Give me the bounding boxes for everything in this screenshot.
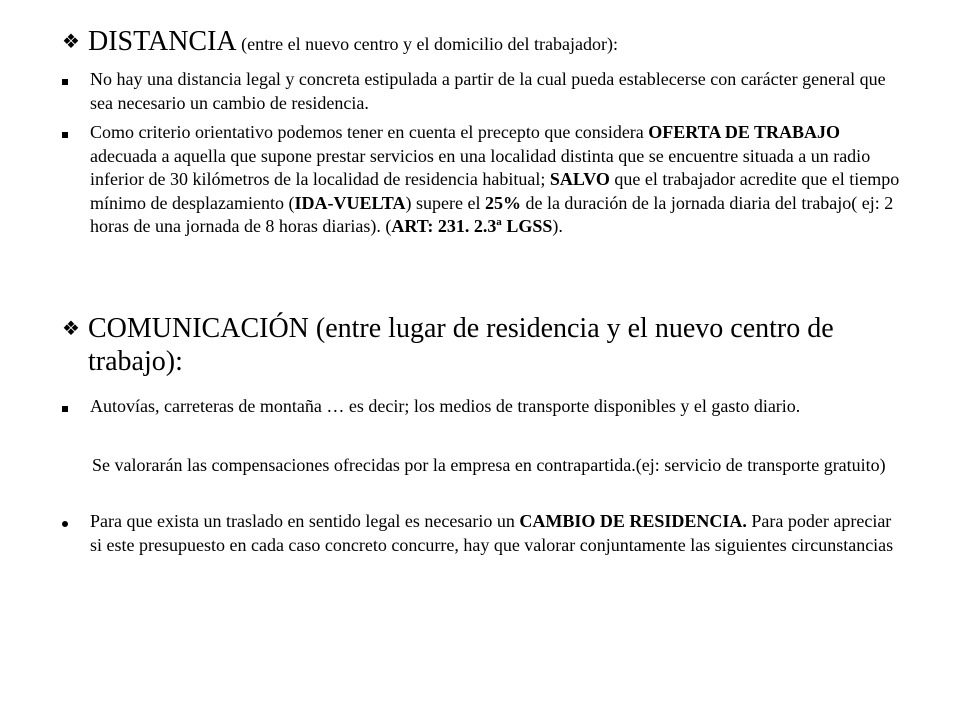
bullet-text: Autovías, carreteras de montaña … es decir; los medios de transporte disponibles y el gasto diario. bbox=[90, 396, 801, 416]
bold-term: SALVO bbox=[549, 169, 610, 189]
bullet-text: Para que exista un traslado en sentido legal es necesario un CAMBIO DE RESIDENCIA. Para poder apreciar si este presupuesto en cada caso concreto concurre, hay que valorar conjuntamente las siguientes circunstancias bbox=[90, 511, 894, 555]
list-item bbox=[62, 68, 902, 115]
heading-title: COMUNICACIÓN (entre lugar de residencia y el nuevo centro de trabajo): bbox=[88, 313, 834, 377]
bold-term: 25% bbox=[484, 192, 521, 213]
heading-subtitle: (entre el nuevo centro y el domicilio del trabajador): bbox=[236, 34, 618, 54]
list-item bbox=[62, 395, 902, 419]
bullet-text: No hay una distancia legal y concreta estipulada a partir de la cual pueda establecerse con carácter general que sea necesario un cambio de residencia. bbox=[90, 69, 886, 113]
diamond-bullet-icon: ❖ bbox=[62, 31, 80, 53]
diamond-bullet-icon: ❖ bbox=[62, 318, 80, 340]
square-bullet-icon bbox=[62, 79, 68, 85]
heading-title: DISTANCIA bbox=[88, 26, 237, 57]
heading-comunicacion bbox=[62, 312, 882, 378]
square-bullet-icon bbox=[62, 406, 68, 412]
list-item bbox=[62, 121, 902, 239]
list-item bbox=[62, 510, 902, 557]
heading-distancia bbox=[62, 25, 922, 63]
bold-term: ART: 231. 2.3ª LGSS bbox=[391, 216, 553, 236]
square-bullet-icon bbox=[62, 132, 68, 138]
bold-term: CAMBIO DE RESIDENCIA. bbox=[519, 511, 747, 531]
bullet-text: Como criterio orientativo podemos tener en cuenta el precepto que considera OFERTA DE TRABAJO adecuada a aquella que supone prestar servicios en una localidad distinta que se encuentre situada a un radio inferior de 30 kilómetros de la localidad de residencia habitual; SALVO que el trabajador acredite que el tiempo mínimo de desplazamiento (IDA-VUELTA) supere el 25% de la duración de la jornada diaria del trabajo( ej: 2 horas de una jornada de 8 horas diarias). (ART: 231. 2.3ª LGSS). bbox=[90, 122, 900, 236]
paragraph: Se valorarán las compensaciones ofrecidas por la empresa en contrapartida.(ej: servicio de transporte gratuito) bbox=[92, 455, 886, 475]
dot-bullet-icon bbox=[62, 521, 68, 527]
bold-term: OFERTA DE TRABAJO bbox=[648, 122, 841, 142]
bold-term: IDA-VUELTA bbox=[294, 192, 406, 213]
